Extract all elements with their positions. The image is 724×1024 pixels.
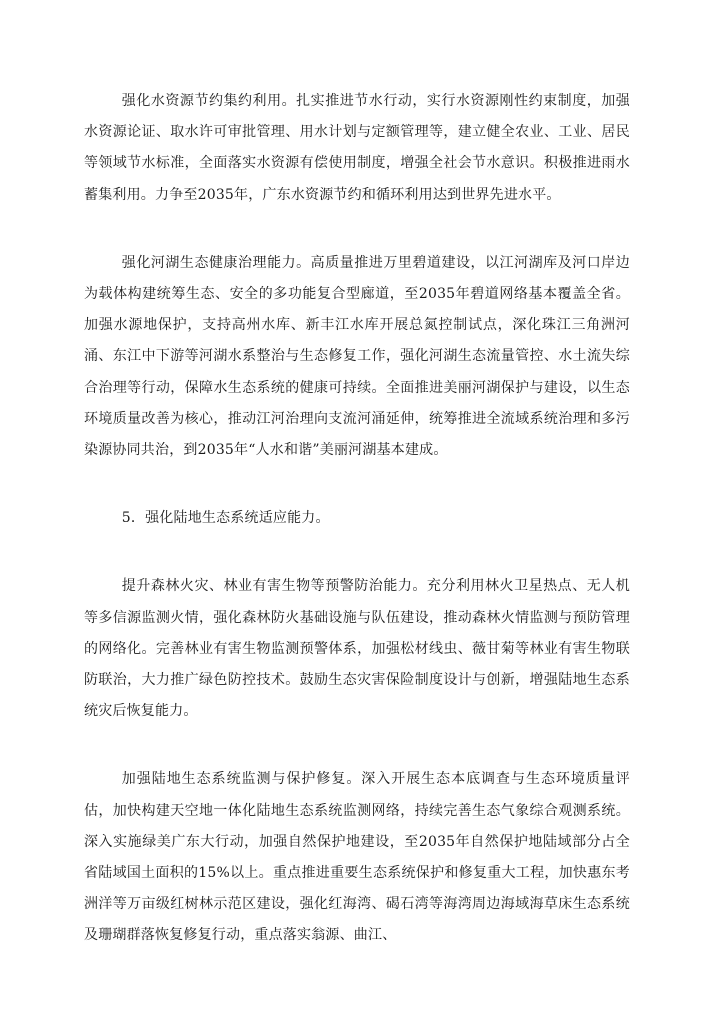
paragraph-gap — [84, 466, 630, 503]
document-page — [84, 86, 630, 952]
paragraph-gap — [84, 534, 630, 571]
section-heading-5: 5．强化陆地生态系统适应能力。 — [121, 510, 330, 527]
paragraph-gap — [84, 727, 630, 764]
paragraph-river-lake-health: 强化河湖生态健康治理能力。高质量推进万里碧道建设，以江河湖库及河口岸边为载体构建统筹生态、安全的多功能复合型廊道，至2035年碧道网络基本覆盖全省。加强水源地保护，支持高州水库、新丰江水库开展总氮控制试点，深化珠江三角洲河涌、东江中下游等河湖水系整治与生态修复工作，强化河湖生态流量管控、水土流失综合治理等行动，保障水生态系统的健康可持续。全面推进美丽河湖保护与建设，以生态环境质量改善为核心，推动江河治理向支流河涌延伸，统筹推进全流域系统治理和多污染源协同共治，到2035年“人水和谐”美丽河湖基本建成。 — [84, 254, 630, 459]
paragraph-gap — [84, 211, 630, 248]
paragraph-water-conservation: 强化水资源节约集约利用。扎实推进节水行动，实行水资源刚性约束制度，加强水资源论证、取水许可审批管理、用水计划与定额管理等，建立健全农业、工业、居民等领域节水标准，全面落实水资源有偿使用制度，增强全社会节水意识。积极推进雨水蓄集利用。力争至2035年，广东水资源节约和循环利用达到世界先进水平。 — [84, 93, 630, 203]
paragraph-terrestrial-monitoring: 加强陆地生态系统监测与保护修复。深入开展生态本底调查与生态环境质量评估，加快构建天空地一体化陆地生态系统监测网络，持续完善生态气象综合观测系统。深入实施绿美广东大行动，加强自然保护地建设，至2035年自然保护地陆域部分占全省陆域国土面积的15%以上。重点推进重要生态系统保护和修复重大工程，加快惠东考洲洋等万亩级红树林示范区建设，强化红海湾、碣石湾等海湾周边海域海草床生态系统及珊瑚群落恢复修复行动，重点落实翁源、曲江、 — [84, 771, 630, 944]
paragraph-forest-fire-prevention: 提升森林火灾、林业有害生物等预警防治能力。充分利用林火卫星热点、无人机等多信源监测火情，强化森林防火基础设施与队伍建设，推动森林火情监测与预防管理的网络化。完善林业有害生物监测预警体系，加强松材线虫、薇甘菊等林业有害生物联防联治，大力推广绿色防控技术。鼓励生态灾害保险制度设计与创新，增强陆地生态系统灾后恢复能力。 — [84, 578, 630, 720]
